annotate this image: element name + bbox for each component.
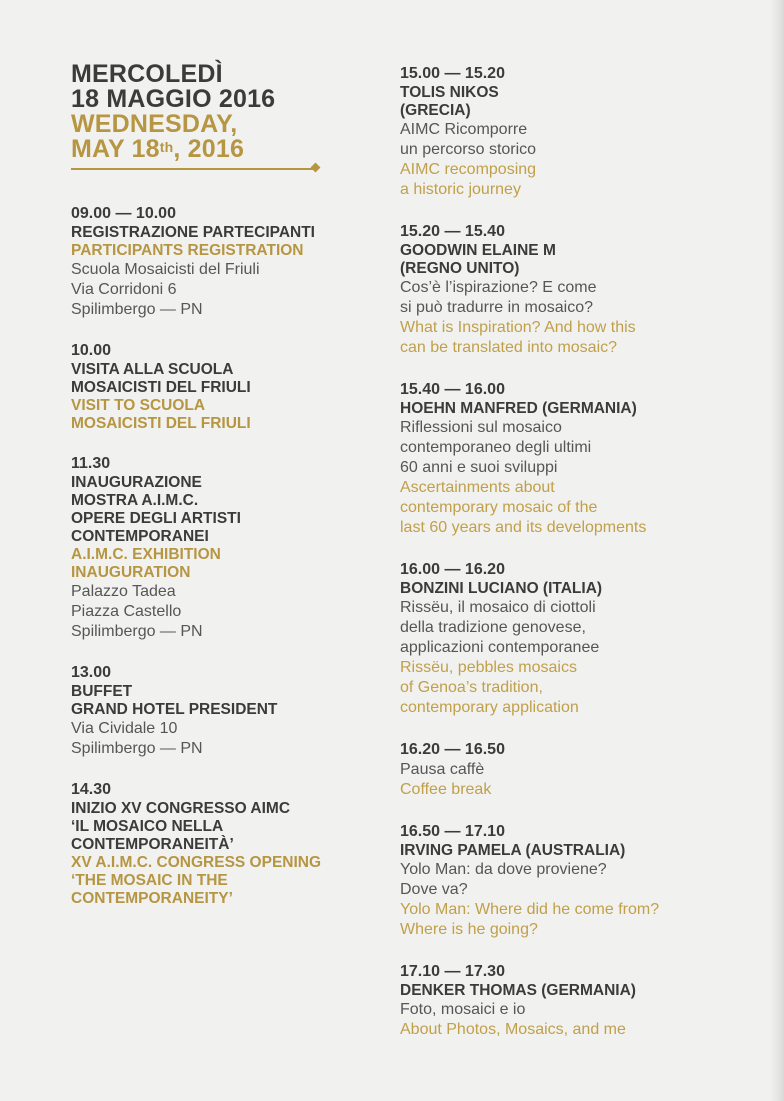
event-time: 11.30	[71, 455, 111, 472]
talk-title-english: Coffee break	[400, 781, 492, 798]
event-title-english: MOSAICISTI DEL FRIULI	[71, 415, 251, 432]
event-title-english: CONTEMPORANEITY’	[71, 890, 233, 907]
event-detail: Palazzo Tadea	[71, 583, 176, 600]
event-title-italian: REGISTRAZIONE PARTECIPANTI	[71, 224, 315, 241]
event-title-italian: MOSAICISTI DEL FRIULI	[71, 379, 251, 396]
talk-speaker: BONZINI LUCIANO (ITALIA)	[400, 580, 603, 597]
title-english-day: WEDNESDAY,	[71, 110, 238, 138]
event-detail: Spilimbergo — PN	[71, 740, 203, 757]
talk-time: 15.20 — 15.40	[400, 223, 505, 240]
event-detail: Via Corridoni 6	[71, 281, 177, 298]
talk-item	[400, 560, 740, 718]
event-title-italian: VISITA ALLA SCUOLA	[71, 361, 234, 378]
event-title-english: INAUGURATION	[71, 564, 191, 581]
event-title-english: VISIT TO SCUOLA	[71, 397, 206, 414]
event-title-italian: BUFFET	[71, 683, 133, 700]
talk-time: 16.00 — 16.20	[400, 561, 505, 578]
talk-title-italian: Cos’è l’ispirazione? E come	[400, 279, 597, 296]
talk-item	[400, 222, 740, 358]
talk-title-italian: Rissëu, il mosaico di ciottoli	[400, 599, 596, 616]
talk-item	[400, 380, 740, 538]
talk-time: 16.50 — 17.10	[400, 823, 505, 840]
talk-title-italian: Foto, mosaici e io	[400, 1001, 526, 1018]
event-title-italian: MOSTRA A.I.M.C.	[71, 492, 199, 509]
talk-title-english: of Genoa’s tradition,	[400, 679, 543, 696]
schedule-item	[71, 663, 381, 759]
talk-title-english: About Photos, Mosaics, and me	[400, 1021, 626, 1038]
title-english-date: MAY 18th, 2016	[71, 135, 245, 163]
talk-title-english: contemporary mosaic of the	[400, 499, 598, 516]
talk-item	[400, 740, 740, 800]
talk-time: 15.40 — 16.00	[400, 381, 505, 398]
talk-title-italian: Dove va?	[400, 881, 468, 898]
talk-title-english: can be translated into mosaic?	[400, 339, 618, 356]
talk-title-italian: 60 anni e suoi sviluppi	[400, 459, 558, 476]
talk-title-italian: applicazioni contemporanee	[400, 639, 600, 656]
talk-title-italian: Yolo Man: da dove proviene?	[400, 861, 607, 878]
diamond-icon	[311, 163, 321, 173]
talk-title-english: last 60 years and its developments	[400, 519, 647, 536]
title-italian-date: 18 MAGGIO 2016	[71, 85, 276, 113]
event-title-italian: GRAND HOTEL PRESIDENT	[71, 701, 278, 718]
right-schedule	[400, 64, 740, 1040]
talk-item	[400, 962, 740, 1040]
talk-time: 15.00 — 15.20	[400, 65, 505, 82]
talk-title-italian: AIMC Ricomporre	[400, 121, 528, 138]
talk-title-italian: si può tradurre in mosaico?	[400, 299, 593, 316]
event-title-english: XV A.I.M.C. CONGRESS OPENING	[71, 854, 322, 871]
event-detail: Via Cividale 10	[71, 720, 178, 737]
event-time: 09.00 — 10.00	[71, 205, 176, 222]
event-time: 14.30	[71, 781, 112, 798]
talk-title-english: Where is he going?	[400, 921, 538, 938]
talk-title-italian: della tradizione genovese,	[400, 619, 586, 636]
talk-item	[400, 822, 740, 940]
talk-speaker: GOODWIN ELAINE M	[400, 242, 556, 259]
event-detail: Spilimbergo — PN	[71, 301, 203, 318]
talk-title-italian: un percorso storico	[400, 141, 537, 158]
talk-speaker: (GRECIA)	[400, 102, 471, 119]
title-italian-day: MERCOLEDÌ	[71, 60, 223, 88]
talk-title-english: Ascertainments about	[400, 479, 555, 496]
talk-title-english: a historic journey	[400, 181, 521, 198]
talk-title-italian: contemporaneo degli ultimi	[400, 439, 592, 456]
title-divider	[71, 168, 315, 170]
event-title-english: ‘THE MOSAIC IN THE	[71, 872, 228, 889]
event-title-english: A.I.M.C. EXHIBITION	[71, 546, 221, 563]
talk-time: 17.10 — 17.30	[400, 963, 505, 980]
talk-speaker: TOLIS NIKOS	[400, 84, 499, 101]
event-title-english: PARTICIPANTS REGISTRATION	[71, 242, 304, 259]
right-column	[400, 64, 740, 1062]
talk-speaker: DENKER THOMAS (GERMANIA)	[400, 982, 636, 999]
event-detail: Scuola Mosaicisti del Friuli	[71, 261, 260, 278]
talk-item	[400, 64, 740, 200]
talk-speaker: IRVING PAMELA (AUSTRALIA)	[400, 842, 626, 859]
talk-title-english: contemporary application	[400, 699, 579, 716]
event-title-italian: CONTEMPORANEITÀ’	[71, 836, 234, 853]
talk-title-english: AIMC recomposing	[400, 161, 537, 178]
event-title-italian: ‘IL MOSAICO NELLA	[71, 818, 224, 835]
page-title	[71, 62, 381, 170]
talk-title-english: What is Inspiration? And how this	[400, 319, 636, 336]
talk-title-italian: Pausa caffè	[400, 761, 485, 778]
event-time: 13.00	[71, 664, 112, 681]
talk-speaker: HOEHN MANFRED (GERMANIA)	[400, 400, 637, 417]
event-title-italian: OPERE DEGLI ARTISTI	[71, 510, 241, 527]
event-title-italian: INIZIO XV CONGRESSO AIMC	[71, 800, 291, 817]
page-edge	[770, 0, 784, 1101]
event-title-italian: CONTEMPORANEI	[71, 528, 209, 545]
event-time: 10.00	[71, 342, 112, 359]
schedule-item	[71, 454, 381, 642]
event-detail: Piazza Castello	[71, 603, 182, 620]
event-title-italian: INAUGURAZIONE	[71, 474, 202, 491]
schedule-item	[71, 204, 381, 320]
talk-title-english: Yolo Man: Where did he come from?	[400, 901, 660, 918]
left-column	[71, 62, 381, 908]
event-detail: Spilimbergo — PN	[71, 623, 203, 640]
schedule-item	[71, 341, 381, 433]
talk-time: 16.20 — 16.50	[400, 741, 505, 758]
talk-speaker: (REGNO UNITO)	[400, 260, 520, 277]
schedule-item	[71, 780, 381, 908]
talk-title-english: Rissëu, pebbles mosaics	[400, 659, 577, 676]
left-schedule	[71, 204, 381, 908]
talk-title-italian: Riflessioni sul mosaico	[400, 419, 562, 436]
